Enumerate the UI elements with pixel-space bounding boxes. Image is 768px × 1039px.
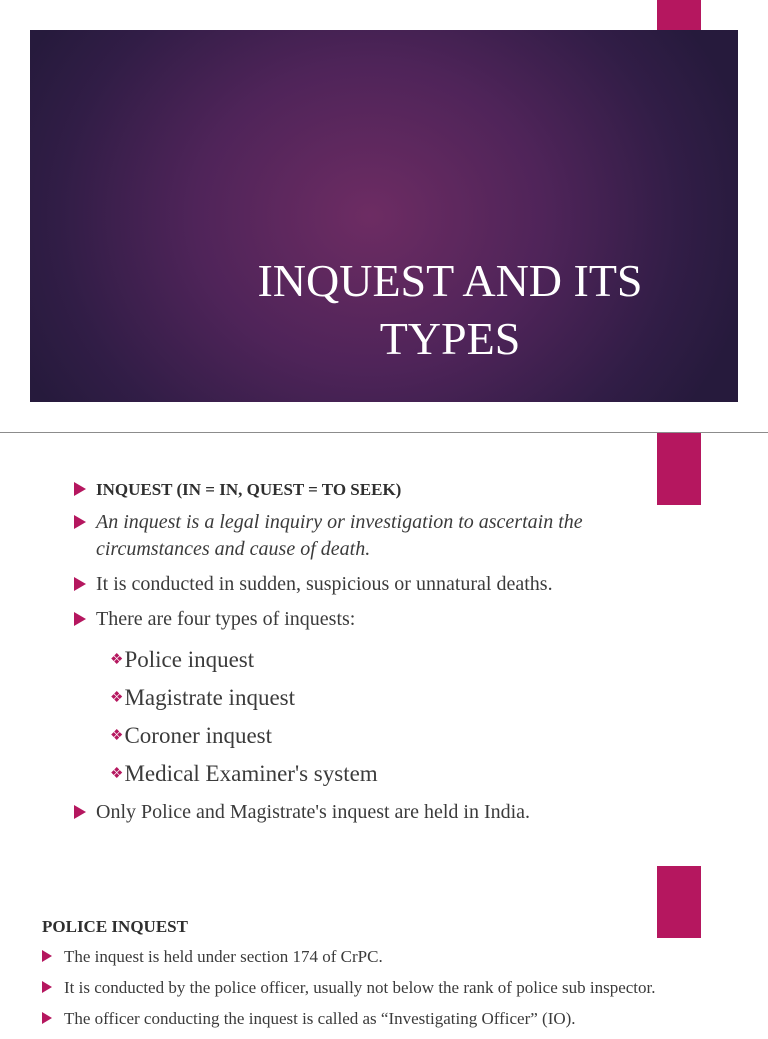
triangle-right-icon bbox=[74, 612, 86, 626]
title-slide bbox=[0, 0, 768, 432]
list-item: ❖Coroner inquest bbox=[110, 723, 273, 748]
triangle-right-icon bbox=[42, 1012, 52, 1024]
list-item: It is conducted in sudden, suspicious or unnatural deaths. bbox=[74, 571, 634, 598]
triangle-right-icon bbox=[74, 805, 86, 819]
list-item: The inquest is held under section 174 of CrPC. bbox=[42, 946, 762, 968]
triangle-right-icon bbox=[74, 577, 86, 591]
triangle-right-icon bbox=[42, 981, 52, 993]
accent-tab bbox=[657, 433, 701, 505]
triangle-right-icon bbox=[74, 482, 86, 496]
diamond-bullet-icon: ❖ bbox=[110, 690, 124, 706]
police-inquest-slide bbox=[0, 866, 768, 1028]
section-heading: POLICE INQUEST bbox=[42, 917, 188, 936]
list-item: There are four types of inquests: bbox=[74, 606, 634, 633]
bullet-list bbox=[42, 946, 762, 1039]
sub-list-container bbox=[74, 641, 634, 793]
diamond-bullet-icon: ❖ bbox=[110, 652, 124, 668]
bullet-list bbox=[74, 477, 634, 834]
list-item: The officer conducting the inquest is called as “Investigating Officer” (IO). bbox=[42, 1008, 762, 1030]
list-item: ❖Police inquest bbox=[110, 647, 255, 672]
list-item: It is conducted by the police officer, usually not below the rank of police sub inspector. bbox=[42, 977, 762, 999]
list-item: An inquest is a legal inquiry or investigation to ascertain the circumstances and cause of death. bbox=[74, 509, 634, 563]
list-item: ❖Medical Examiner's system bbox=[110, 761, 378, 786]
diamond-bullet-icon: ❖ bbox=[110, 728, 124, 744]
list-item: ❖Magistrate inquest bbox=[110, 685, 295, 710]
triangle-right-icon bbox=[42, 950, 52, 962]
types-list bbox=[110, 641, 634, 793]
accent-tab bbox=[657, 866, 701, 938]
slide-title: INQUEST AND ITS TYPES bbox=[257, 255, 643, 364]
list-item: Only Police and Magistrate's inquest are held in India. bbox=[74, 799, 634, 826]
list-item: INQUEST (IN = IN, QUEST = TO SEEK) bbox=[74, 477, 634, 503]
triangle-right-icon bbox=[74, 515, 86, 529]
title-banner bbox=[30, 30, 738, 402]
diamond-bullet-icon: ❖ bbox=[110, 766, 124, 782]
inquest-slide bbox=[0, 433, 768, 865]
